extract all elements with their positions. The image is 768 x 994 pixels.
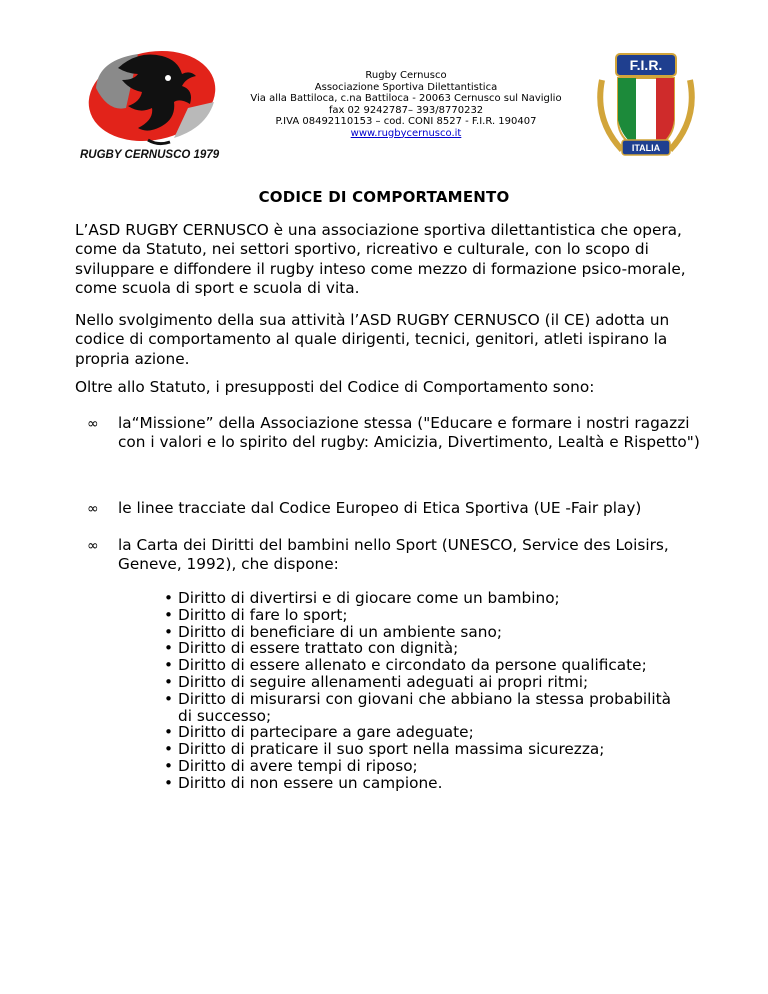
fir-label: F.I.R.	[629, 57, 663, 73]
list-item: • Diritto di divertirsi e di giocare come un bambino;	[164, 589, 560, 607]
document-title: CODICE DI COMPORTAMENTO	[258, 188, 510, 206]
bullet-icon: •	[164, 723, 174, 742]
list-item: • Diritto di fare lo sport;	[164, 605, 348, 624]
list-item: • Diritto di non essere un campione.	[164, 773, 443, 792]
org-address: Via alla Battiloca, c.na Battiloca - 20063 Cernusco sul Naviglio	[250, 93, 562, 104]
list-item: • Diritto di essere trattato con dignità;	[164, 639, 459, 658]
fir-logo	[592, 50, 700, 162]
org-type: Associazione Sportiva Dilettantistica	[314, 81, 498, 93]
premise-text: le linee tracciate dal Codice Europeo di Etica Sportiva (UE -Fair play)	[118, 499, 642, 517]
bullet-icon: •	[164, 740, 174, 759]
letterhead	[230, 70, 582, 139]
org-vat: P.IVA 08492110153 – cod. CONI 8527 - F.I.R. 190407	[275, 116, 537, 127]
bullet-icon: •	[164, 639, 174, 658]
list-item: • Diritto di essere allenato e circondato da persone qualificate;	[164, 656, 647, 675]
infinity-bullet-icon: ∞	[87, 538, 99, 554]
bullet-icon: •	[164, 773, 174, 792]
list-item: • Diritto di misurarsi con giovani che abbiano la stessa probabilità di successo;	[164, 689, 672, 725]
website-link[interactable]: www.rugbycernusco.it	[350, 127, 462, 139]
premises-intro: Oltre allo Statuto, i presupposti del Codice di Comportamento sono:	[75, 378, 595, 396]
infinity-bullet-icon: ∞	[87, 501, 99, 517]
fir-shield-graphic	[592, 50, 700, 162]
list-item: • Diritto di seguire allenamenti adeguati ai propri ritmi;	[164, 672, 589, 691]
premise-text: la“Missione” della Associazione stessa ("Educare e formare i nostri ragazzi con i valori e lo spirito del rugby: Amicizia, Divertimento, Lealtà e Rispetto")	[118, 414, 700, 452]
bullet-icon: •	[164, 756, 174, 775]
conduct-paragraph: Nello svolgimento della sua attività l’ASD RUGBY CERNUSCO (il CE) adotta un codice di comportamento al quale dirigenti, tecnici, genitori, atleti ispirano la propria azione.	[75, 311, 670, 368]
logo-caption: RUGBY CERNUSCO 1979	[80, 149, 220, 161]
bullet-icon: •	[164, 672, 174, 691]
rights-list	[164, 590, 684, 792]
bullet-icon: •	[164, 689, 174, 708]
org-name: Rugby Cernusco	[365, 70, 447, 81]
bullet-icon: •	[164, 589, 174, 607]
org-fax: fax 02 9242787– 393/8770232	[328, 104, 484, 116]
list-item: • Diritto di praticare il suo sport nella massima sicurezza;	[164, 740, 605, 759]
bullet-icon: •	[164, 605, 174, 624]
bullet-icon: •	[164, 622, 174, 641]
intro-paragraph: L’ASD RUGBY CERNUSCO è una associazione sportiva dilettantistica che opera, come da Statuto, nei settori sportivo, ricreativo e culturale, con lo scopo di sviluppare e diffondere il rugby inteso come mezzo di formazione psico-morale, come scuola di sport e scuola di vita.	[75, 221, 686, 297]
premise-text: la Carta dei Diritti del bambini nello Sport (UNESCO, Service des Loisirs, Geneve, 1992), che dispone:	[118, 536, 669, 574]
italia-label: ITALIA	[631, 143, 661, 153]
list-item: • Diritto di beneficiare di un ambiente sano;	[164, 622, 502, 641]
rugby-cernusco-logo-graphic	[78, 48, 228, 163]
infinity-bullet-icon: ∞	[87, 416, 99, 432]
rugby-cernusco-logo	[78, 48, 228, 163]
list-item: • Diritto di partecipare a gare adeguate;	[164, 723, 474, 742]
bullet-icon: •	[164, 656, 174, 675]
svg-text:RUGBY CERNUSCO 1979	[80, 149, 220, 161]
list-item: • Diritto di avere tempi di riposo;	[164, 756, 418, 775]
